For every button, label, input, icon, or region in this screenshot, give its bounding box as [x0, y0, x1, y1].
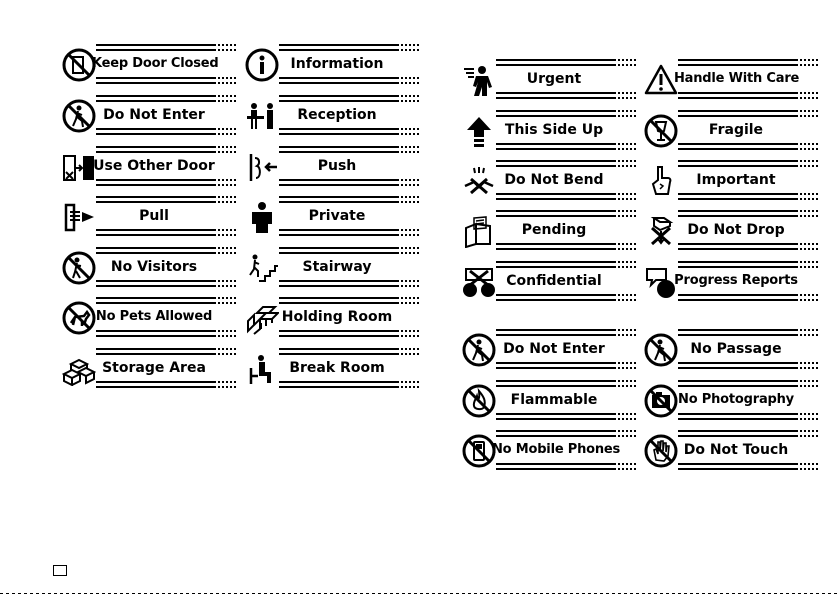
warning-triangle-icon [644, 63, 678, 97]
sign-label: Stairway [302, 259, 372, 275]
sign-label: Handle With Care [674, 71, 800, 86]
sign-label: Do Not Enter [103, 107, 205, 123]
sign-label: Use Other Door [93, 158, 215, 174]
no-passage-icon [644, 333, 678, 367]
sign-label: Progress Reports [674, 273, 798, 288]
sign-label: Private [308, 208, 366, 224]
pending-tray-icon [462, 214, 496, 248]
sign-label: No Pets Allowed [95, 309, 213, 324]
progress-reports-icon [644, 265, 678, 299]
sign-label: Do Not Touch [683, 442, 789, 458]
sign-label: Keep Door Closed [92, 56, 219, 71]
sign-label: No Passage [690, 341, 782, 357]
sign-label: Storage Area [102, 360, 206, 376]
push-door-icon [245, 150, 279, 184]
sign-label: Reception [297, 107, 377, 123]
sign-label: Holding Room [281, 309, 393, 325]
confidential-icon [462, 265, 496, 299]
sign-label: Fragile [708, 122, 764, 138]
important-finger-icon [644, 164, 678, 198]
use-other-door-icon [62, 150, 96, 184]
do-not-drop-icon [644, 214, 678, 248]
sign-label: No Photography [678, 392, 794, 407]
do-not-bend-icon [462, 164, 496, 198]
no-entry-person-icon [62, 99, 96, 133]
holding-room-icon [245, 301, 279, 335]
sign-label: Flammable [510, 392, 598, 408]
sign-label: This Side Up [504, 122, 604, 138]
sign-label: Do Not Enter [503, 341, 605, 357]
sign-label: Important [696, 172, 776, 188]
sign-label: Break Room [289, 360, 385, 376]
fragile-glass-icon [644, 114, 678, 148]
sign-label: Pending [521, 222, 587, 238]
up-arrow-icon [462, 114, 496, 148]
stairway-icon [245, 251, 279, 285]
no-photography-icon [644, 384, 678, 418]
sign-label: Pull [139, 208, 169, 224]
sign-label: No Mobile Phones [492, 442, 621, 457]
no-flame-icon [462, 384, 496, 418]
break-room-icon [245, 352, 279, 386]
page-bottom-border [0, 593, 840, 594]
sign-label: Confidential [506, 273, 602, 289]
storage-boxes-icon [62, 352, 96, 386]
information-icon [245, 48, 279, 82]
keep-door-closed-icon [62, 48, 96, 82]
no-touch-hand-icon [644, 434, 678, 468]
private-person-icon [245, 200, 279, 234]
sign-label: Information [290, 56, 384, 72]
no-visitors-icon [62, 251, 96, 285]
pull-door-icon [62, 200, 96, 234]
sign-label: Urgent [526, 71, 582, 87]
sign-label: No Visitors [110, 259, 198, 275]
sign-label: Do Not Drop [687, 222, 785, 238]
no-pets-icon [62, 301, 96, 335]
page-marker-box [53, 565, 67, 576]
reception-desk-icon [245, 99, 279, 133]
no-mobile-phones-icon [462, 434, 496, 468]
sign-label: Do Not Bend [504, 172, 604, 188]
sign-label: Push [317, 158, 357, 174]
urgent-runner-icon [462, 63, 496, 97]
no-entry-person-icon [462, 333, 496, 367]
